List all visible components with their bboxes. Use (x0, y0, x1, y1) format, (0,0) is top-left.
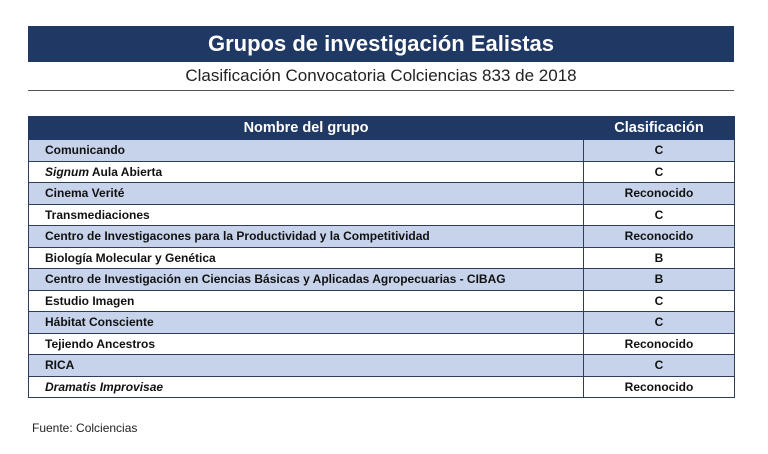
group-name: Tejiendo Ancestros (45, 336, 156, 351)
classification-cell: C (584, 355, 735, 377)
group-name-cell (29, 247, 584, 269)
column-header-name: Nombre del grupo (29, 117, 584, 140)
group-name-cell (29, 226, 584, 248)
classification-cell: Reconocido (584, 226, 735, 248)
table-row (29, 312, 735, 334)
table-row (29, 161, 735, 183)
group-name: Cinema Verité (45, 186, 125, 201)
classification-cell: B (584, 269, 735, 291)
group-name-cell (29, 333, 584, 355)
classification-cell: C (584, 312, 735, 334)
group-name-cell (29, 269, 584, 291)
group-name-cell (29, 290, 584, 312)
table-row (29, 333, 735, 355)
group-name: Centro de Investigacones para la Productividad y la Competitividad (45, 229, 430, 244)
classification-cell: C (584, 290, 735, 312)
classification-cell: C (584, 140, 735, 162)
group-name-cell (29, 376, 584, 398)
group-name-cell (29, 140, 584, 162)
classification-cell: C (584, 161, 735, 183)
source-note: Fuente: Colciencias (32, 421, 138, 435)
group-name-italic: Dramatis Improvisae (45, 379, 164, 394)
classification-cell: Reconocido (584, 183, 735, 205)
group-name-cell (29, 183, 584, 205)
group-name-cell (29, 161, 584, 183)
table-row (29, 247, 735, 269)
table-row (29, 290, 735, 312)
page-title-text: Grupos de investigación Ealistas (208, 31, 554, 56)
group-name: Biología Molecular y Genética (45, 250, 216, 265)
group-name-italic: Signum (45, 164, 89, 179)
table-row (29, 226, 735, 248)
table-row (29, 183, 735, 205)
classification-cell: C (584, 204, 735, 226)
group-name: Estudio Imagen (45, 293, 135, 308)
group-name: Centro de Investigación en Ciencias Básicas y Aplicadas Agropecuarias - CIBAG (45, 272, 506, 287)
page-subtitle (28, 62, 734, 91)
table-header-row (29, 117, 735, 140)
table-row (29, 269, 735, 291)
group-name: Aula Abierta (89, 164, 163, 179)
table-row (29, 204, 735, 226)
group-name: Hábitat Consciente (45, 315, 154, 330)
group-name-cell (29, 355, 584, 377)
classification-cell: B (584, 247, 735, 269)
group-name-cell (29, 312, 584, 334)
group-name: Comunicando (45, 143, 125, 158)
group-name-cell (29, 204, 584, 226)
table-row (29, 376, 735, 398)
page-subtitle-text: Clasificación Convocatoria Colciencias 833 de 2018 (185, 66, 577, 85)
group-name: Transmediaciones (45, 207, 150, 222)
table-row (29, 140, 735, 162)
group-name: RICA (45, 358, 75, 373)
classification-cell: Reconocido (584, 333, 735, 355)
column-header-classification: Clasificación (584, 117, 735, 140)
groups-table (28, 116, 735, 398)
classification-cell: Reconocido (584, 376, 735, 398)
page-title (28, 26, 734, 62)
table-row (29, 355, 735, 377)
